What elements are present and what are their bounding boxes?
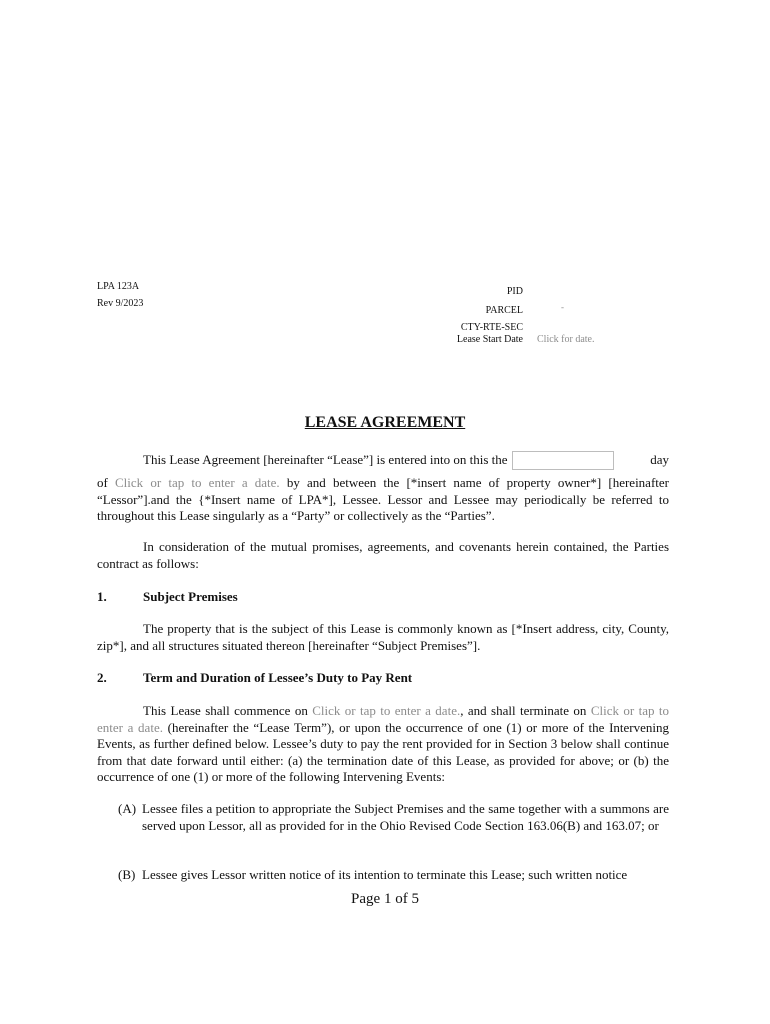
section-1-title: Subject Premises bbox=[143, 589, 238, 604]
cty-rte-sec-label: CTY-RTE-SEC bbox=[460, 322, 523, 333]
day-input-box[interactable] bbox=[512, 451, 614, 470]
intro-line-1 bbox=[97, 451, 669, 470]
intro-text-start: This Lease Agreement [hereinafter “Lease”] is entered into on this the bbox=[143, 452, 508, 468]
section-2-text bbox=[97, 703, 669, 786]
pid-label: PID bbox=[506, 286, 523, 297]
section-2-text-c: (hereinafter the “Lease Term”), or upon the occurrence of one (1) or more of the Intervening Events, as further defined below. Lessee’s duty to pay the rent provided for in Section 3 below shall continue from that date forward until either: (a) the termination date of this Lease, as provided for above; or (b) the occurrence of one (1) or more of the following Intervening Events: bbox=[97, 719, 670, 784]
lease-terminate-date-field[interactable]: Click or tap to enter a date. bbox=[97, 703, 669, 735]
list-item bbox=[118, 801, 669, 834]
section-2-heading bbox=[97, 670, 412, 686]
section-2-text-b: , and shall terminate on bbox=[460, 703, 591, 718]
intro-paragraph bbox=[97, 451, 669, 525]
section-2-text-a: This Lease shall commence on bbox=[143, 703, 313, 718]
consideration-paragraph: In consideration of the mutual promises, agreements, and covenants herein contained, the Parties contract as follows: bbox=[97, 539, 669, 571]
revision-date: Rev 9/2023 bbox=[97, 298, 144, 309]
page-number: Page 1 of 5 bbox=[351, 891, 419, 907]
intro-text-rest: by and between the [*insert name of property owner*] [hereinafter “Lessor”].and the {*Insert name of LPA*], Lessee. Lessor and Lessee may periodically be referred to throughout this Lease singularly as a “Party” or collectively as the “Parties”. bbox=[97, 475, 669, 523]
section-2-number: 2. bbox=[97, 670, 107, 685]
list-item-marker: (A) bbox=[118, 801, 137, 816]
agreement-date-field[interactable]: Click or tap to enter a date. bbox=[115, 475, 280, 490]
parcel-value[interactable]: - bbox=[561, 302, 564, 312]
intro-continuation bbox=[97, 475, 669, 525]
intro-of-word: of bbox=[97, 475, 108, 490]
section-1-number: 1. bbox=[97, 589, 107, 604]
form-code: LPA 123A bbox=[97, 281, 140, 292]
list-item bbox=[118, 867, 669, 884]
lease-start-date-field[interactable]: Click for date. bbox=[537, 334, 595, 345]
section-2-title: Term and Duration of Lessee’s Duty to Pay Rent bbox=[143, 670, 413, 685]
lease-commence-date-field[interactable]: Click or tap to enter a date. bbox=[312, 703, 461, 718]
document-title: LEASE AGREEMENT bbox=[304, 414, 466, 431]
section-1-text: The property that is the subject of this Lease is commonly known as [*Insert address, city, County, zip*], and all structures situated thereon [hereinafter “Subject Premises”]. bbox=[97, 621, 669, 653]
intro-day-word: day bbox=[650, 452, 669, 468]
section-1-heading bbox=[97, 589, 238, 605]
lease-start-date-label: Lease Start Date bbox=[456, 334, 523, 345]
list-item-text: Lessee files a petition to appropriate the Subject Premises and the same together with a summons are served upon Lessor, all as provided for in the Ohio Revised Code Section 163.06(B) and 163.07; or bbox=[142, 801, 669, 833]
parcel-label: PARCEL bbox=[485, 305, 523, 316]
list-item-text: Lessee gives Lessor written notice of its intention to terminate this Lease; such written notice bbox=[142, 867, 628, 882]
list-item-marker: (B) bbox=[118, 867, 136, 882]
